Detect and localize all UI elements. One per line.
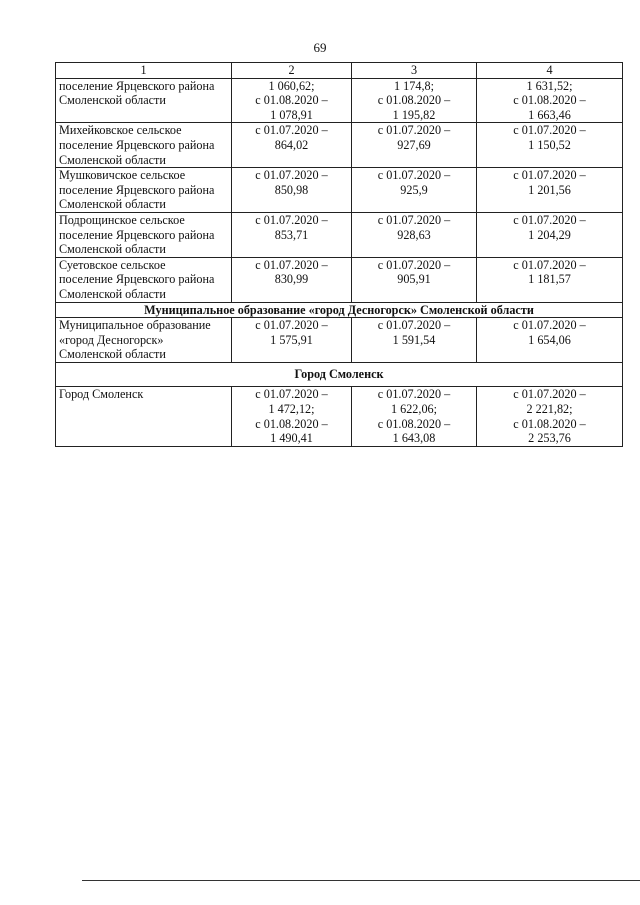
cell-line: поселение Ярцевского района — [59, 182, 215, 197]
cell-line: с 01.08.2020 – — [255, 416, 328, 431]
table-row — [56, 168, 623, 213]
cell-line: 927,69 — [397, 137, 431, 152]
cell-line: 1 078,91 — [270, 107, 313, 122]
cell-line: с 01.07.2020 – — [377, 318, 451, 333]
cell-line: Подрощинское сельское — [59, 212, 185, 227]
cell-line: 1 195,82 — [392, 107, 436, 122]
cell-line: с 01.08.2020 – — [513, 93, 586, 108]
table-row — [56, 212, 623, 257]
cell-line: Смоленской области — [59, 152, 166, 167]
cell-line: с 01.07.2020 – — [513, 318, 586, 333]
table-row — [56, 318, 623, 363]
cell-line: с 01.07.2020 – — [513, 123, 586, 138]
cell-line: 1 150,52 — [528, 137, 571, 152]
cell-line: 1 201,56 — [528, 182, 571, 197]
cell-line: поселение Ярцевского района — [59, 227, 215, 242]
cell-line: «город Десногорск» — [59, 332, 164, 347]
cell-line: 1 060,62; — [268, 78, 315, 93]
column-header-2: 2 — [232, 63, 352, 79]
cell-line: с 01.07.2020 – — [513, 387, 586, 402]
value-cell-col2 — [232, 78, 352, 123]
column-header-4: 4 — [477, 63, 623, 79]
value-cell-col4 — [477, 78, 623, 123]
bottom-divider-line — [82, 880, 640, 881]
section-heading: Муниципальное образование «город Десногорск» Смоленской области — [56, 302, 623, 318]
value-cell-col2 — [232, 123, 352, 168]
cell-line: с 01.07.2020 – — [513, 212, 586, 227]
value-cell-col2 — [232, 257, 352, 302]
value-cell-col2 — [232, 387, 352, 446]
settlement-name-cell — [56, 123, 232, 168]
cell-line: с 01.08.2020 – — [377, 416, 451, 431]
table-row — [56, 387, 623, 446]
cell-line: с 01.07.2020 – — [377, 168, 451, 183]
column-header-3: 3 — [352, 63, 477, 79]
cell-line: Муниципальное образование — [59, 318, 211, 333]
cell-line: с 01.07.2020 – — [377, 387, 451, 402]
cell-line: 928,63 — [397, 227, 431, 242]
cell-line: 1 204,29 — [528, 227, 571, 242]
cell-line: Смоленской области — [59, 242, 166, 257]
cell-line: с 01.07.2020 – — [255, 257, 328, 272]
table-row — [56, 78, 623, 123]
settlement-name-cell — [56, 387, 232, 446]
table-row — [56, 123, 623, 168]
cell-line: с 01.07.2020 – — [255, 318, 328, 333]
value-cell-col4 — [477, 212, 623, 257]
cell-line: Смоленской области — [59, 93, 166, 108]
cell-line: 1 181,57 — [528, 272, 571, 287]
cell-line: с 01.07.2020 – — [255, 212, 328, 227]
value-cell-col4 — [477, 168, 623, 213]
value-cell-col2 — [232, 168, 352, 213]
cell-line: с 01.07.2020 – — [255, 168, 328, 183]
cell-line: 1 174,8; — [394, 78, 434, 93]
table-row — [56, 257, 623, 302]
cell-line: 2 221,82; — [526, 402, 573, 417]
value-cell-col3 — [352, 123, 477, 168]
cell-line: с 01.07.2020 – — [255, 123, 328, 138]
tariff-table — [55, 62, 623, 447]
cell-line: 864,02 — [274, 137, 309, 152]
cell-line: поселение Ярцевского района — [59, 78, 215, 93]
cell-line: 830,99 — [274, 272, 309, 287]
column-header-1: 1 — [56, 63, 232, 79]
cell-line: с 01.08.2020 – — [513, 416, 586, 431]
settlement-name-cell — [56, 78, 232, 123]
value-cell-col3 — [352, 78, 477, 123]
cell-line: с 01.07.2020 – — [377, 257, 451, 272]
section-heading: Город Смоленск — [56, 362, 623, 387]
settlement-name-cell — [56, 168, 232, 213]
value-cell-col3 — [352, 318, 477, 363]
cell-line: поселение Ярцевского района — [59, 137, 215, 152]
cell-line: 2 253,76 — [528, 431, 571, 446]
settlement-name-cell — [56, 318, 232, 363]
settlement-name-cell — [56, 257, 232, 302]
cell-line: с 01.07.2020 – — [377, 123, 451, 138]
cell-line: Смоленской области — [59, 347, 166, 362]
cell-line: 905,91 — [397, 272, 431, 287]
cell-line: Город Смоленск — [59, 387, 144, 402]
value-cell-col2 — [232, 318, 352, 363]
cell-line: 850,98 — [274, 182, 309, 197]
cell-line: с 01.08.2020 – — [255, 93, 328, 108]
cell-line: 1 622,06; — [390, 402, 438, 417]
settlement-name-cell — [56, 212, 232, 257]
cell-line: Михейковское сельское — [59, 123, 182, 138]
value-cell-col2 — [232, 212, 352, 257]
value-cell-col4 — [477, 123, 623, 168]
cell-line: 1 575,91 — [270, 332, 313, 347]
cell-line: Смоленской области — [59, 197, 166, 212]
cell-line: 1 663,46 — [528, 107, 571, 122]
value-cell-col3 — [352, 257, 477, 302]
cell-line: 1 490,41 — [270, 431, 313, 446]
table-header-row — [56, 63, 623, 79]
cell-line: 925,9 — [400, 182, 428, 197]
cell-line: с 01.08.2020 – — [377, 93, 451, 108]
cell-line: 1 472,12; — [268, 402, 315, 417]
value-cell-col3 — [352, 387, 477, 446]
cell-line: поселение Ярцевского района — [59, 272, 215, 287]
section-row-smolensk — [56, 362, 623, 387]
value-cell-col3 — [352, 168, 477, 213]
value-cell-col4 — [477, 257, 623, 302]
cell-line: 1 591,54 — [392, 332, 436, 347]
cell-line: с 01.07.2020 – — [513, 257, 586, 272]
cell-line: Мушковичское сельское — [59, 168, 186, 183]
page-number: 69 — [313, 40, 327, 55]
section-row-desnogorsk — [56, 302, 623, 318]
cell-line: 1 643,08 — [392, 431, 436, 446]
cell-line: с 01.07.2020 – — [377, 212, 451, 227]
cell-line: 1 654,06 — [528, 332, 571, 347]
cell-line: Смоленской области — [59, 286, 166, 301]
cell-line: с 01.07.2020 – — [255, 387, 328, 402]
cell-line: Суетовское сельское — [59, 257, 166, 272]
value-cell-col4 — [477, 318, 623, 363]
value-cell-col3 — [352, 212, 477, 257]
cell-line: 1 631,52; — [526, 78, 573, 93]
cell-line: с 01.07.2020 – — [513, 168, 586, 183]
value-cell-col4 — [477, 387, 623, 446]
cell-line: 853,71 — [274, 227, 309, 242]
